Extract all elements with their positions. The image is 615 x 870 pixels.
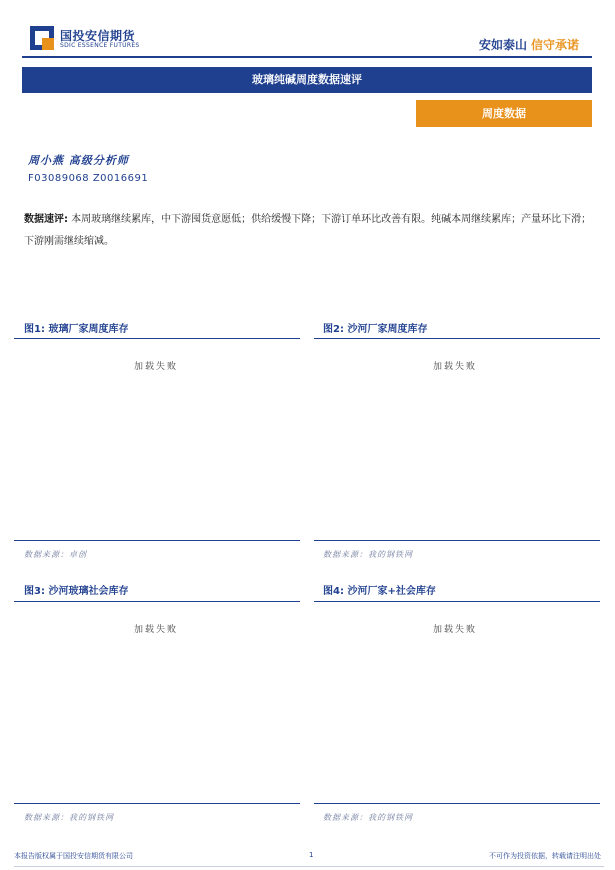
report-tag: 周度数据 bbox=[416, 100, 592, 127]
figure-4-source: 数据来源：我的钢铁网 bbox=[323, 813, 413, 822]
figure-2-source: 数据来源：我的钢铁网 bbox=[323, 550, 413, 559]
logo-text-cn: 国投安信期货 bbox=[60, 29, 136, 43]
figure-2-top-rule bbox=[314, 338, 600, 339]
figure-2-title: 图2: 沙河厂家周度库存 bbox=[323, 324, 428, 335]
footer-copyright: 本报告版权属于国投安信期货有限公司 bbox=[14, 852, 133, 860]
author-name: 周小燕 高级分析师 bbox=[28, 154, 129, 167]
figure-1-load-failed: 加载失败 bbox=[134, 362, 179, 372]
header-divider bbox=[22, 56, 592, 58]
figure-3-source: 数据来源：我的钢铁网 bbox=[24, 813, 114, 822]
footer-divider bbox=[14, 866, 604, 867]
data-comment bbox=[24, 209, 592, 253]
slogan-part1: 安如泰山 bbox=[478, 38, 527, 52]
report-title: 玻璃纯碱周度数据速评 bbox=[22, 67, 592, 93]
data-comment-text: 本周玻璃继续累库，中下游囤货意愿低；供给缓慢下降；下游订单环比改善有限。纯碱本周继续累库；产量环比下滑；下游刚需继续缩减。 bbox=[24, 214, 592, 247]
figure-4-title: 图4: 沙河厂家+社会库存 bbox=[323, 586, 436, 597]
figure-2-bottom-rule bbox=[314, 540, 600, 541]
slogan bbox=[479, 36, 579, 53]
figure-4-top-rule bbox=[314, 601, 600, 602]
figure-1-bottom-rule bbox=[14, 540, 300, 541]
figure-1-source: 数据来源：卓创 bbox=[24, 550, 87, 559]
figure-4-bottom-rule bbox=[314, 803, 600, 804]
figure-2-load-failed: 加载失败 bbox=[433, 362, 478, 372]
logo-text-en: SDIC ESSENCE FUTURES bbox=[60, 42, 140, 49]
data-comment-label: 数据速评: bbox=[24, 214, 68, 225]
slogan-part2: 信守承诺 bbox=[530, 38, 579, 52]
figure-3-top-rule bbox=[14, 601, 300, 602]
figure-3-bottom-rule bbox=[14, 803, 300, 804]
figure-1-top-rule bbox=[14, 338, 300, 339]
footer-page-number: 1 bbox=[309, 851, 314, 859]
logo-mark-icon bbox=[30, 26, 54, 50]
company-logo bbox=[30, 26, 160, 54]
figure-4-load-failed: 加载失败 bbox=[433, 625, 478, 635]
footer-disclaimer: 不可作为投资依据，转载请注明出处 bbox=[489, 852, 601, 860]
figure-1-title: 图1: 玻璃厂家周度库存 bbox=[24, 324, 129, 335]
figure-3-title: 图3: 沙河玻璃社会库存 bbox=[24, 586, 129, 597]
figure-3-load-failed: 加载失败 bbox=[134, 625, 179, 635]
author-certs: F03089068 Z0016691 bbox=[28, 173, 149, 184]
